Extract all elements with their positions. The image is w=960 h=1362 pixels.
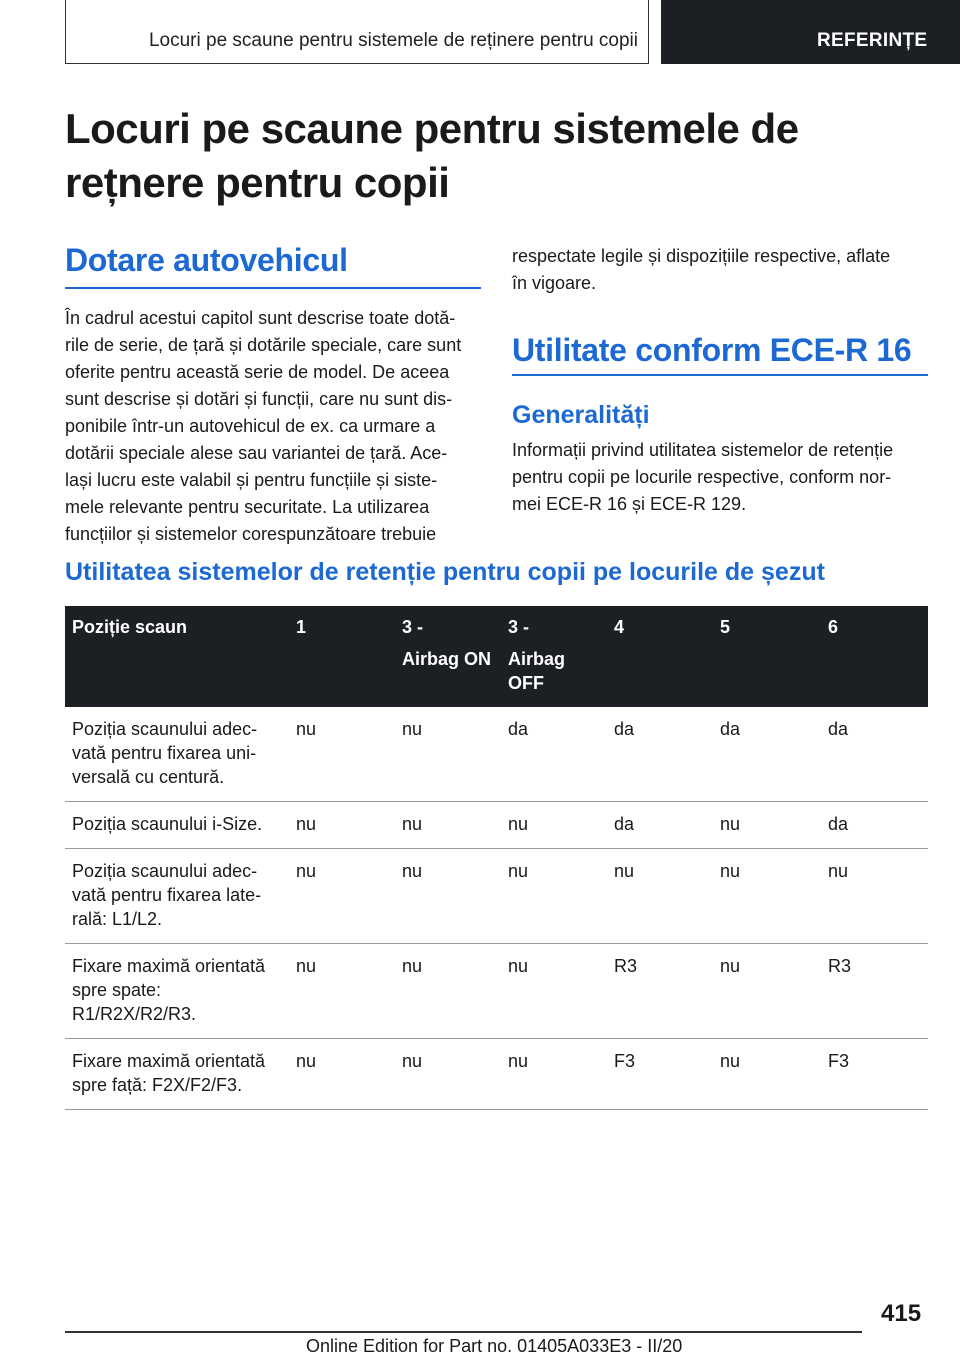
- header-section-label: REFERINȚE: [817, 30, 928, 51]
- dotare-line: dotării speciale alese sau variantei de țară. Ace‐: [65, 443, 448, 463]
- dotare-continued-line: în vigoare.: [512, 273, 597, 293]
- row-label-line: vată pentru fixarea late‐: [72, 885, 262, 905]
- table-cell: nu: [713, 944, 821, 1039]
- table-cell: da: [821, 802, 928, 849]
- column-header: [65, 606, 289, 707]
- page-number: 415: [881, 1300, 922, 1327]
- column-header-label: 5: [720, 617, 731, 637]
- dotare-line: oferite pentru această serie de model. De aceea: [65, 362, 450, 382]
- column-header: [289, 606, 395, 707]
- row-label-line: spre față: F2X/F2/F3.: [72, 1075, 243, 1095]
- row-label-line: vată pentru fixarea uni‐: [72, 743, 257, 763]
- table-cell: nu: [607, 849, 713, 944]
- row-label: [65, 707, 289, 802]
- header-chapter-title: Locuri pe scaune pentru sistemele de reținere pentru copii: [148, 30, 638, 51]
- utilitate-heading: Utilitate conform ECE-R 16: [512, 332, 912, 368]
- table-cell: da: [607, 707, 713, 802]
- utilitate-line: pentru copii pe locurile respective, conform nor‐: [512, 467, 892, 487]
- dotare-line: În cadrul acestui capitol sunt descrise toate dotă‐: [65, 308, 456, 328]
- table-cell: da: [501, 707, 607, 802]
- table-cell: nu: [395, 944, 501, 1039]
- table-cell: nu: [289, 707, 395, 802]
- table-cell: F3: [607, 1039, 713, 1110]
- table-cell: nu: [821, 849, 928, 944]
- column-header-label: 6: [828, 617, 839, 637]
- page-title-line-1: Locuri pe scaune pentru sistemele de: [65, 105, 799, 152]
- row-label: [65, 944, 289, 1039]
- row-label-line: Fixare maximă orientată: [72, 1051, 266, 1071]
- column-header: [821, 606, 928, 707]
- row-label-line: Fixare maximă orientată: [72, 956, 266, 976]
- row-label: [65, 802, 289, 849]
- row-label-line: spre spate:: [72, 980, 162, 1000]
- dotare-line: mele relevante pentru securitate. La utilizarea: [65, 497, 430, 517]
- dotare-paragraph: [65, 305, 485, 548]
- table-cell: nu: [289, 1039, 395, 1110]
- row-label-line: Poziția scaunului adec‐: [72, 861, 258, 881]
- table-cell: nu: [395, 849, 501, 944]
- column-header: [395, 606, 501, 707]
- column-header: [607, 606, 713, 707]
- dotare-paragraph-continued: [512, 243, 932, 297]
- table-cell: nu: [289, 802, 395, 849]
- utilitate-heading-rule: [512, 374, 928, 376]
- header-chapter-box: [65, 0, 649, 64]
- table-cell: nu: [289, 849, 395, 944]
- table-title: Utilitatea sistemelor de retenție pentru copii pe locurile de șezut: [65, 558, 825, 586]
- row-label-line: R1/R2X/R2/R3.: [72, 1004, 197, 1024]
- table-cell: nu: [501, 1039, 607, 1110]
- row-label-line: rală: L1/L2.: [72, 909, 163, 929]
- table-cell: da: [607, 802, 713, 849]
- table-cell: nu: [395, 802, 501, 849]
- table-cell: nu: [713, 849, 821, 944]
- table-row: [65, 1039, 928, 1110]
- row-label: [65, 1039, 289, 1110]
- utilitate-line: mei ECE-R 16 și ECE-R 129.: [512, 494, 747, 514]
- column-header-label: Poziție scaun: [72, 617, 188, 637]
- column-header-label: 3 -: [508, 617, 530, 637]
- row-label-line: Poziția scaunului i-Size.: [72, 814, 263, 834]
- table-cell: R3: [821, 944, 928, 1039]
- dotare-line: lași lucru este valabil și pentru funcțiile și siste‐: [65, 470, 438, 490]
- row-label: [65, 849, 289, 944]
- utilitate-line: Informații privind utilitatea sistemelor de retenție: [512, 440, 894, 460]
- column-header: [501, 606, 607, 707]
- table-cell: nu: [713, 802, 821, 849]
- dotare-line: sunt descrise și dotări și funcții, care nu sunt dis‐: [65, 389, 453, 409]
- page-title-line-2: rețnere pentru copii: [65, 159, 450, 206]
- table-cell: R3: [607, 944, 713, 1039]
- table-cell: nu: [501, 849, 607, 944]
- generalitati-heading: Generalități: [512, 401, 650, 429]
- table-row: [65, 802, 928, 849]
- dotare-line: rile de serie, de țară și dotările speciale, care sunt: [65, 335, 462, 355]
- dotare-continued-line: respectate legile și dispozițiile respective, aflate: [512, 246, 891, 266]
- column-header-label: 4: [614, 617, 625, 637]
- column-header-sublabel: Airbag ON: [402, 649, 492, 669]
- row-label-line: Poziția scaunului adec‐: [72, 719, 258, 739]
- seat-suitability-table: [65, 606, 928, 1110]
- column-header-sublabel: Airbag OFF: [508, 649, 566, 693]
- dotare-heading: Dotare autovehicul: [65, 242, 348, 278]
- column-header-label: 1: [296, 617, 307, 637]
- table-row: [65, 849, 928, 944]
- table-cell: F3: [821, 1039, 928, 1110]
- table-cell: da: [821, 707, 928, 802]
- table-row: [65, 944, 928, 1039]
- dotare-line: ponibile într-un autovehicul de ex. ca urmare a: [65, 416, 436, 436]
- table-cell: da: [713, 707, 821, 802]
- column-header: [713, 606, 821, 707]
- table-cell: nu: [713, 1039, 821, 1110]
- footer-rule: [65, 1331, 862, 1333]
- footer-edition: Online Edition for Part no. 01405A033E3 - II/20: [306, 1336, 683, 1356]
- table-row: [65, 707, 928, 802]
- table-header-row: [65, 606, 928, 707]
- utilitate-paragraph: [512, 437, 932, 518]
- row-label-line: versală cu centură.: [72, 767, 225, 787]
- table-cell: nu: [395, 707, 501, 802]
- header-section-tab[interactable]: [661, 0, 960, 64]
- table-body: [65, 707, 928, 1110]
- table-cell: nu: [501, 944, 607, 1039]
- page-title: [65, 102, 925, 210]
- dotare-heading-rule: [65, 287, 481, 289]
- column-header-label: 3 -: [402, 617, 424, 637]
- dotare-line: funcțiilor și sistemelor corespunzătoare trebuie: [65, 524, 437, 544]
- table-cell: nu: [501, 802, 607, 849]
- table-cell: nu: [395, 1039, 501, 1110]
- table-cell: nu: [289, 944, 395, 1039]
